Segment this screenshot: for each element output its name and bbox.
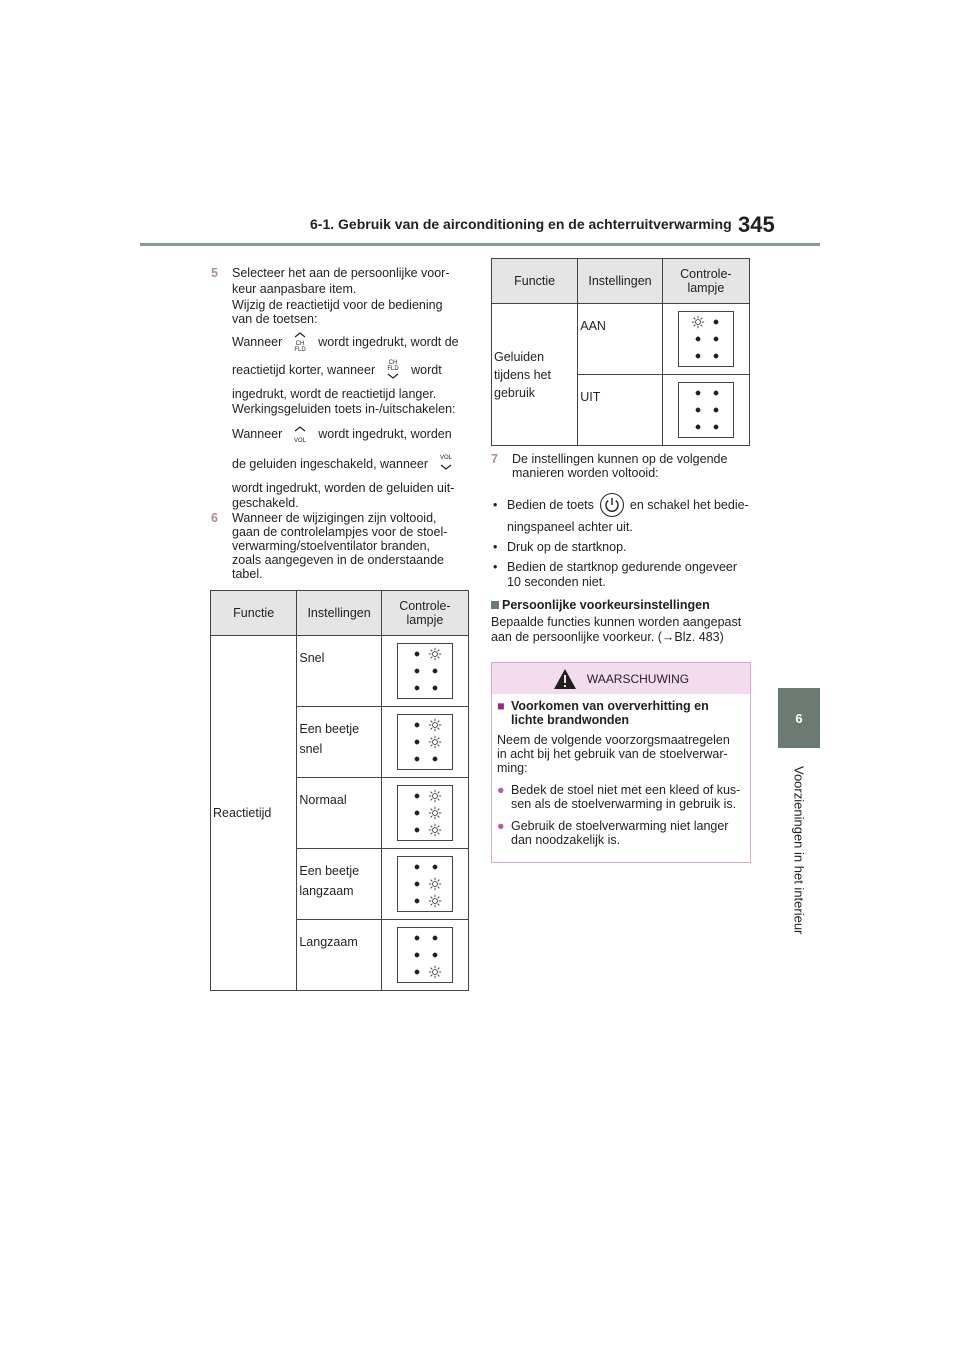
text-line: dan noodzakelijk is. [511,833,621,847]
warning-title: WAARSCHUWING [586,671,690,686]
step-5 [211,266,471,326]
setting-cell: Snel [297,636,381,707]
text-line: wordt ingedrukt, worden de geluiden uit- [232,481,455,495]
setting-cell: AAN [578,304,663,375]
header-controlelampje: Controle- lampje [381,591,468,636]
bullet-dot: • [493,498,498,512]
lamp-off [433,757,437,761]
lamp-cell [381,849,468,920]
bullet-item [493,491,753,519]
text-fragment: wordt ingedrukt, worden [318,427,452,441]
ch-label: CH [388,360,398,366]
text-fragment: Bedien de toets [507,498,594,512]
lamp-off [415,828,419,832]
text-line: zoals aangegeven in de onderstaande [232,553,444,567]
warning-item [497,819,747,847]
ch-label: CH [295,341,305,347]
lamp-cell [381,920,468,991]
step-number: 6 [211,511,218,525]
lamp-off [415,652,419,656]
indicator-lamp-icon [397,785,453,841]
ch-fld-up-icon [288,330,312,354]
text-fragment: en schakel het bedie- [629,498,749,512]
lamp-off [415,882,419,886]
text-line: 10 seconden niet. [507,575,606,589]
vol-label: VOL [294,438,307,444]
step-7 [491,452,751,480]
lamp-off [433,953,437,957]
lamp-off [415,794,419,798]
lamp-off [714,391,718,395]
indicator-lamp-icon [678,382,734,438]
para-line [232,421,472,447]
lamp-on [692,316,704,328]
vol-down-icon [434,452,458,476]
text-line: verwarming/stoelventilator branden, [232,539,431,553]
text-line: Neem de volgende voorzorgsmaatregelen [497,733,730,747]
text-line: Wijzig de reactietijd voor de bediening [232,298,443,312]
lamp-off [714,408,718,412]
lamp-off [433,936,437,940]
bullet-item [493,540,627,554]
lamp-off [696,408,700,412]
personal-heading [491,598,710,612]
fld-label: FLD [294,347,306,353]
text-line: lichte brandwonden [511,713,630,727]
lamp-off [415,811,419,815]
lamp-on [429,824,441,836]
indicator-lamp-icon [397,643,453,699]
para-line [232,329,472,355]
text-fragment: Wanneer [232,427,283,441]
step-number: 7 [491,452,498,466]
step-6 [211,511,471,581]
square-bullet-icon [491,601,499,609]
lamp-on [429,807,441,819]
square-bullet-icon: ■ [497,699,505,713]
lamp-off [415,953,419,957]
fld-label: FLD [387,366,399,372]
ch-fld-down-icon [381,358,405,382]
lamp-cell [381,778,468,849]
section-title: 6-1. Gebruik van de airconditioning en de achterruitverwarming [310,216,732,232]
lamp-off [415,970,419,974]
bullet-dot: • [493,560,498,574]
warning-item [497,783,747,811]
vol-label: VOL [439,455,452,461]
text-line: in acht bij het gebruik van de stoelverwar- [497,747,728,761]
text-line: Wanneer de wijzigingen zijn voltooid, [232,511,437,525]
setting-cell: Een beetje snel [297,707,381,778]
text-fragment: wordt ingedrukt, wordt de [318,335,459,349]
text-line: ningspaneel achter uit. [507,520,633,534]
indicator-lamp-icon [397,927,453,983]
warning-content [497,699,747,847]
lamp-off [415,936,419,940]
text-line: ming: [497,761,528,775]
setting-cell: Langzaam [297,920,381,991]
text-line: keur aanpasbare item. [232,282,357,296]
chapter-tab [778,688,820,748]
lamp-on [429,719,441,731]
setting-cell: Normaal [297,778,381,849]
header-rule [140,243,820,246]
warning-box [491,662,751,863]
lamp-off [415,899,419,903]
circle-bullet-icon: ● [497,783,505,797]
text-fragment: reactietijd korter, wanneer [232,363,376,377]
lamp-on [429,736,441,748]
lamp-off [433,686,437,690]
circle-bullet-icon: ● [497,819,505,833]
warning-header [492,663,750,694]
lamp-off [415,686,419,690]
vol-up-icon [288,422,312,446]
text-line: van de toetsen: [232,312,318,326]
sound-table [491,258,750,446]
page-number: 345 [738,212,775,237]
text-line: Voorkomen van oververhitting en [511,699,709,713]
text-line: geschakeld. [232,496,299,510]
bullet-dot: • [493,540,498,554]
lamp-off [415,757,419,761]
lamp-off [415,865,419,869]
lamp-on [429,966,441,978]
lamp-cell [381,707,468,778]
header-functie: Functie [211,591,297,636]
lamp-off [714,320,718,324]
header-instellingen: Instellingen [297,591,381,636]
lamp-off [433,669,437,673]
lamp-cell [662,304,749,375]
lamp-off [696,337,700,341]
lamp-off [696,354,700,358]
text-line: aan de persoonlijke voorkeur. (→Blz. 483) [491,630,724,644]
text-fragment: wordt [411,363,442,377]
text-line: Gebruik de stoelverwarming niet langer [511,819,729,833]
lamp-off [714,425,718,429]
table-body [211,636,469,991]
lamp-off [696,425,700,429]
table-row [211,636,469,707]
lamp-off [415,740,419,744]
text-line: tabel. [232,567,263,581]
header-instellingen: Instellingen [578,259,663,304]
chapter-number: 6 [795,710,803,726]
indicator-lamp-icon [678,311,734,367]
indicator-lamp-icon [397,856,453,912]
lamp-off [415,669,419,673]
chapter-title: Voorzieningen in het interieur [791,765,807,935]
text-line: manieren worden voltooid: [512,466,659,480]
text-line: Werkingsgeluiden toets in-/uitschakelen: [232,402,456,416]
lamp-off [433,865,437,869]
warning-triangle-icon [553,668,577,690]
table-body [492,304,750,446]
text-line: Bepaalde functies kunnen worden aangepast [491,615,742,629]
function-cell: Geluiden tijdens het gebruik [492,304,578,446]
text-fragment: Wanneer [232,335,283,349]
text-fragment: de geluiden ingeschakeld, wanneer [232,457,428,471]
lamp-on [429,648,441,660]
reaction-time-table [210,590,469,991]
text-fragment: Bedien de startknop gedurende ongeveer [507,560,738,574]
lamp-on [429,790,441,802]
step-number: 5 [211,266,218,280]
para-line [232,451,472,477]
bullet-item [493,560,737,574]
heading-text: Persoonlijke voorkeursinstellingen [502,598,710,612]
text-line: ingedrukt, wordt de reactietijd langer. [232,387,437,401]
lamp-off [696,391,700,395]
text-line: Selecteer het aan de persoonlijke voor- [232,266,450,280]
text-line: sen als de stoelverwarming in gebruik is. [511,797,737,811]
text-line: Bedek de stoel niet met een kleed of kus- [511,783,741,797]
lamp-off [714,354,718,358]
text-line: gaan de controlelampjes voor de stoel- [232,525,448,539]
lamp-cell [662,375,749,446]
setting-cell: UIT [578,375,663,446]
indicator-lamp-icon [397,714,453,770]
warning-heading [497,699,747,727]
function-cell: Reactietijd [211,636,297,991]
setting-cell: Een beetje langzaam [297,849,381,920]
text-fragment: Druk op de startknop. [507,540,627,554]
lamp-on [429,895,441,907]
lamp-cell [381,636,468,707]
header-controlelampje: Controle- lampje [662,259,749,304]
header-functie: Functie [492,259,578,304]
table-row [492,304,750,375]
text-line: De instellingen kunnen op de volgende [512,452,728,466]
lamp-on [429,878,441,890]
para-line [232,357,472,383]
power-icon [599,492,625,518]
lamp-off [415,723,419,727]
lamp-off [714,337,718,341]
